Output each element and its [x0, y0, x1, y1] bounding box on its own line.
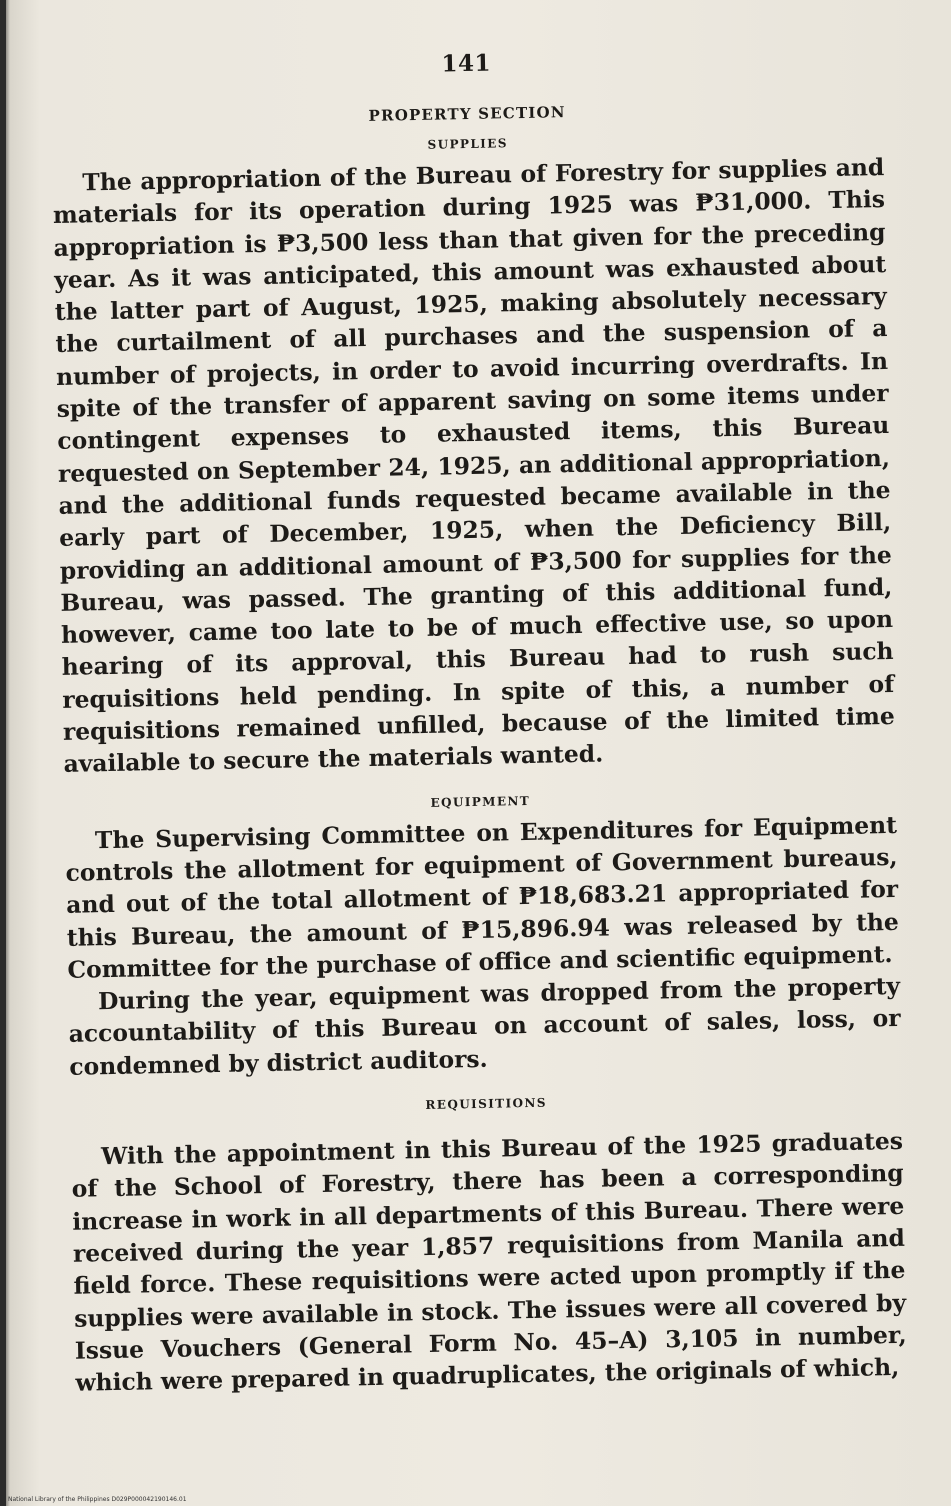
supplies-paragraph: The appropriation of the Bureau of Forestry for supplies and materials for its operation during 1925 was ₱31,000. This appropriation is ₱3,500 less than that given for the preceding year. As it was anticipated, this amount was exhausted about the latter part of August, 1925, making absolutely necessary the curtailment of all purchases and the suspension of a number of projects, in order to avoid incurring overdrafts. In spite of the transfer of apparent saving on some items under contingent expenses to exhausted items, this Bureau requested on September 24, 1925, an additional appropriation, and the additional funds requested became available in the early part of December, 1925, when the Deficiency Bill, providing an additional amount of ₱3,500 for supplies for the Bureau, was passed. The granting of this additional fund, however, came too late to be of much effective use, so upon hearing of its approval, this Bureau had to rush such requisitions held pending. In spite of this, a number of requisitions remained unfilled, because of the limited time available to secure the materials wanted.	[52, 153, 896, 779]
section-title: PROPERTY SECTION	[368, 103, 566, 125]
page-number: 141	[441, 49, 492, 78]
requisitions-heading: REQUISITIONS	[425, 1095, 547, 1112]
scan-footer-note: National Library of the Philippines D029P000042190146.01	[8, 1496, 187, 1503]
requisitions-paragraph: With the appointment in this Bureau of the 1925 graduates of the School of Forestry, there has been a corresponding increase in work in all departments of this Bureau. There were received during the year 1,857 requisitions from Manila and field force. These requisitions were acted upon promptly if the supplies were available in stock. The issues were all covered by Issue Vouchers (General Form No. 45–A) 3,105 in number, which were prepared in quadruplicates, the originals of which,	[71, 1126, 907, 1397]
book-binding-edge	[0, 0, 6, 1506]
equipment-paragraph-1: The Supervising Committee on Expenditures for Equipment controls the allotment for equipment of Government bureaus, and out of the total allotment of ₱18,683.21 appropriated for this Bureau, the amount of ₱15,896.94 was released by the Committee for the purchase of office and scientific equipment.	[65, 810, 900, 984]
equipment-paragraph-2: During the year, equipment was dropped from the property accountability of this Bureau on account of sales, loss, or condemned by district auditors.	[68, 971, 901, 1081]
page-content	[50, 42, 908, 1399]
supplies-heading: SUPPLIES	[427, 136, 508, 152]
equipment-heading: EQUIPMENT	[430, 793, 531, 810]
